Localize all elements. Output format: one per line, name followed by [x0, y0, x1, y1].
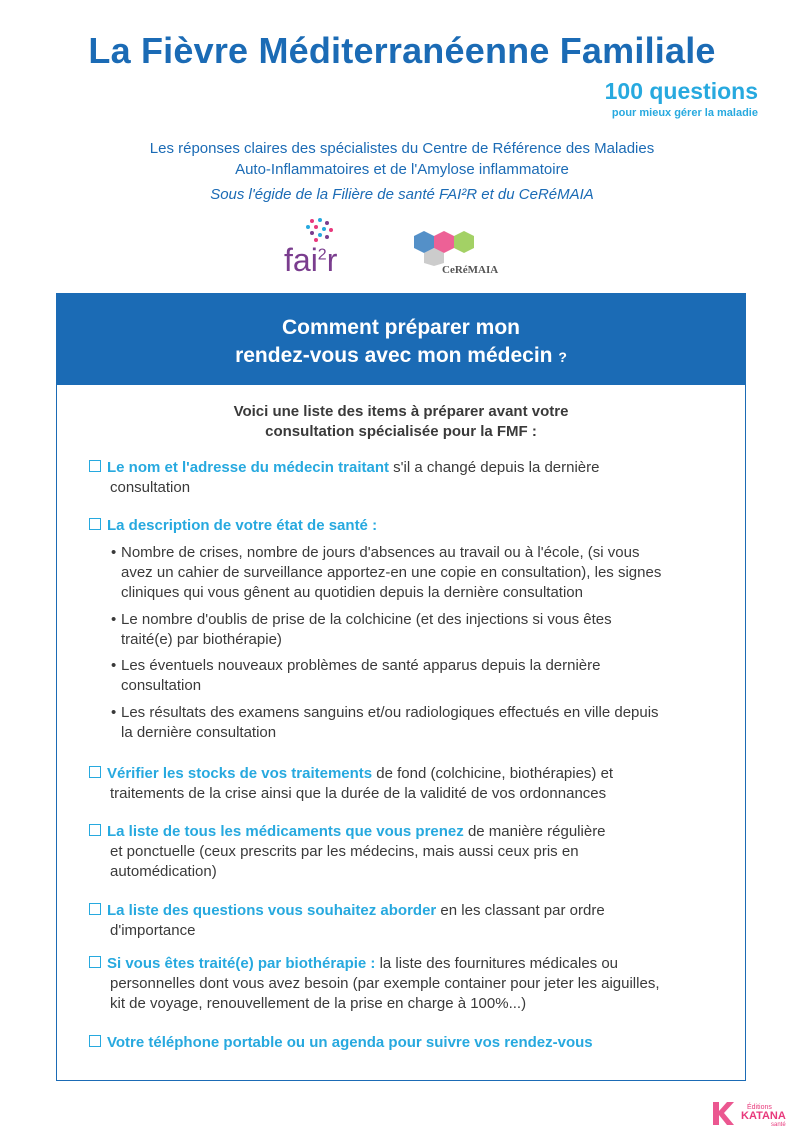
- checkbox-icon: [89, 1035, 101, 1047]
- lead-line-1: Voici une liste des items à préparer avant votre: [233, 403, 569, 420]
- subtitle-small: pour mieux gérer la maladie: [611, 107, 758, 119]
- ceremaia-hexagons-icon: [404, 230, 484, 266]
- checkbox-icon: [89, 956, 101, 968]
- list-item: • Les éventuels nouveaux problèmes de santé apparus depuis la dernière consultation: [111, 657, 601, 694]
- katana-editions: Éditions: [747, 1104, 772, 1111]
- subtitle: 100 questions: [604, 78, 758, 104]
- katana-brand: KATANA: [741, 1110, 786, 1122]
- checklist-item: La description de votre état de santé :: [89, 516, 709, 536]
- egide-text: Sous l'égide de la Filière de santé FAI²R et du CeRéMAIA: [210, 186, 594, 203]
- fai2r-logo: [284, 218, 354, 278]
- list-item: • Nombre de crises, nombre de jours d'absences au travail ou à l'école, (si vous avez un cahier de surveillance apportez-en une copie en consultation), les signes cliniques qui vous gênent au quotidien depuis la dernière consultation: [111, 544, 662, 601]
- list-item: • Le nombre d'oublis de prise de la colchicine (et des injections si vous êtes traité(e) par biothérapie): [111, 611, 612, 648]
- ceremaia-wordmark: CeRéMAIA: [442, 264, 499, 276]
- checklist-box: [56, 293, 746, 1081]
- box-title-line-1: Comment préparer mon: [281, 316, 521, 339]
- intro-text: [0, 138, 804, 180]
- fai2r-wordmark: fai$^2$r: [284, 242, 338, 278]
- box-title-line-2: rendez-vous avec mon médecin ?: [235, 344, 567, 367]
- checkbox-icon: [89, 518, 101, 530]
- checkbox-icon: [89, 460, 101, 472]
- checklist-item: Vérifier les stocks de vos traitements de fond (colchicine, biothérapies) et traitements de la crise ainsi que la durée de la validité de vos ordonnances: [89, 764, 709, 804]
- lead-line-2: consultation spécialisée pour la FMF :: [265, 423, 537, 440]
- checklist-item: Si vous êtes traité(e) par biothérapie : la liste des fournitures médicales ou personnelles dont vous avez besoin (par exemple container pour jeter les aiguilles, kit de voyage, renouvellement de la prise en charge à 100%...): [89, 954, 709, 1014]
- checklist-item: La liste des questions vous souhaitez aborder en les classant par ordre d'importance: [89, 901, 709, 941]
- checklist-item: Votre téléphone portable ou un agenda pour suivre vos rendez-vous: [89, 1033, 709, 1053]
- box-header: [57, 294, 745, 385]
- ceremaia-logo: [404, 230, 536, 280]
- page-title: La Fièvre Méditerranéenne Familiale: [88, 30, 716, 71]
- katana-logo: [707, 1098, 787, 1132]
- box-lead: [57, 402, 745, 442]
- katana-sante: santé: [771, 1122, 786, 1128]
- checkbox-icon: [89, 903, 101, 915]
- checkbox-icon: [89, 824, 101, 836]
- checkbox-icon: [89, 766, 101, 778]
- fai2r-dots-icon: [304, 218, 334, 244]
- checklist-item: Le nom et l'adresse du médecin traitant s'il a changé depuis la dernière consultation: [89, 458, 709, 498]
- intro-line-1: Les réponses claires des spécialistes du Centre de Référence des Maladies: [149, 140, 655, 157]
- checklist-item: La liste de tous les médicaments que vous prenez de manière régulière et ponctuelle (ceux prescrits par les médecins, mais aussi ceux pris en automédication): [89, 822, 709, 882]
- list-item: • Les résultats des examens sanguins et/ou radiologiques effectués en ville depuis la dernière consultation: [111, 704, 659, 741]
- katana-k-icon: [707, 1098, 737, 1128]
- intro-line-2: Auto-Inflammatoires et de l'Amylose inflammatoire: [235, 161, 569, 178]
